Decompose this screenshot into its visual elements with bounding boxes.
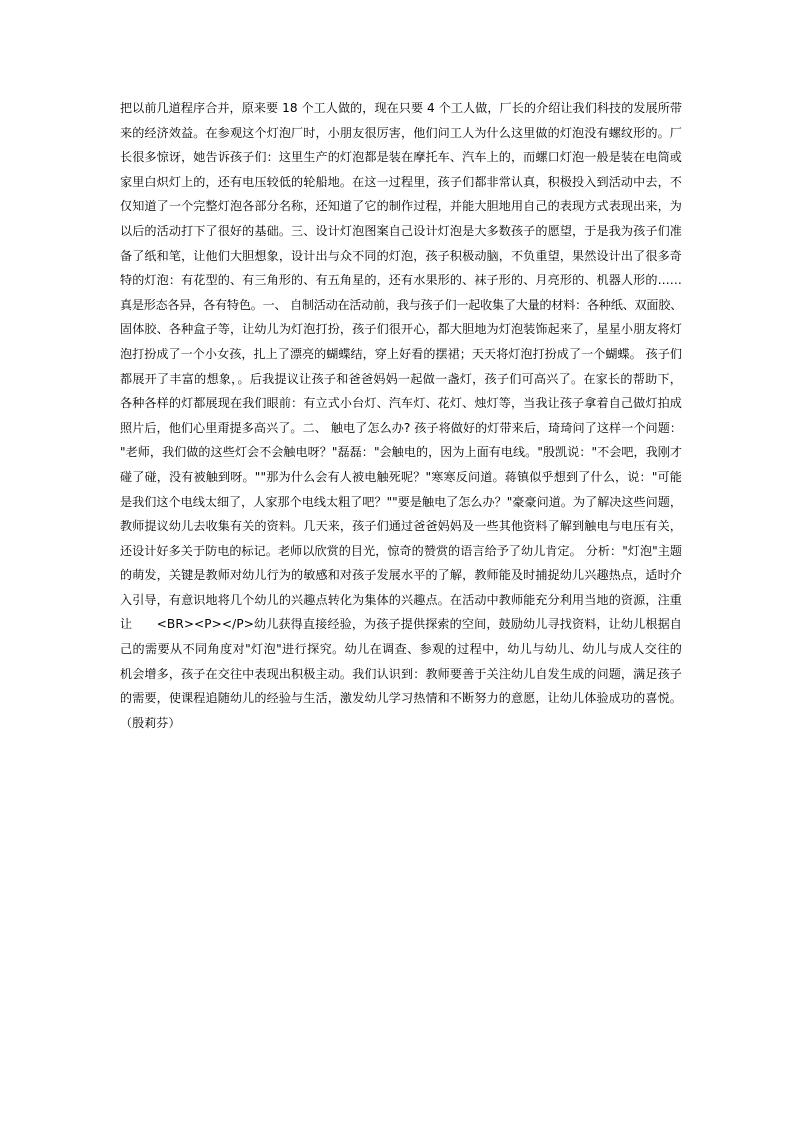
text-line: 真是形态各异，各有特色。一、 自制活动在活动前，我与孩子们一起收集了大量的材料：各种纸、双面胶、: [120, 297, 682, 312]
text-line: 的萌发，关键是教师对幼儿行为的敏感和对孩子发展水平的了解，教师能及时捕捉幼儿兴趣热点，适时介: [120, 568, 682, 583]
text-line: 仅知道了一个完整灯泡各部分名称，还知道了它的制作过程，并能大胆地用自己的表现方式表现出来，为: [120, 199, 682, 214]
text-line: 碰了碰，没有被触到呀。""那为什么会有人被电触死呢？"寒寒反问道。蒋镇似乎想到了什么，说："可能: [120, 469, 682, 484]
text-line: 固体胶、各种盒子等，让幼儿为灯泡打扮，孩子们很开心，都大胆地为灯泡装饰起来了，星星小朋友将灯: [120, 322, 682, 337]
text-line: 照片后，他们心里甭提多高兴了。二、 触电了怎么办? 孩子将做好的灯带来后，琦琦问了这样一个问题：: [120, 420, 682, 435]
text-line: 来的经济效益。在参观这个灯泡厂时，小朋友很厉害，他们问工人为什么这里做的灯泡没有螺纹形的。厂: [120, 125, 682, 140]
text-line: 把以前几道程序合并，原来要 18 个工人做的，现在只要 4 个工人做，厂长的介绍让我们科技的发展所带: [120, 101, 682, 115]
text-line: 还设计好多关于防电的标记。老师以欣赏的目光，惊奇的赞赏的语言给予了幼儿肯定。 分析："灯泡"主题: [120, 543, 682, 558]
main-paragraph: [120, 96, 682, 711]
document-body: [120, 96, 682, 735]
author-signature: （殷莉芬）: [120, 715, 181, 730]
text-line: 特的灯泡：有花型的、有三角形的、有五角星的，还有水果形的、袜子形的、月亮形的、机器人形的……: [120, 273, 682, 288]
text-line: 己的需要从不同角度对"灯泡"进行探究。幼儿在调查、参观的过程中，幼儿与幼儿、幼儿与成人交往的: [120, 642, 682, 657]
text-line: 各种各样的灯都展现在我们眼前：有立式小台灯、汽车灯、花灯、烛灯等，当我让孩子拿着自己做灯拍成: [120, 396, 682, 411]
text-line: 的需要，使课程追随幼儿的经验与生活，激发幼儿学习热情和不断努力的意愿，让幼儿体验成功的喜悦。: [120, 691, 682, 706]
text-line: 备了纸和笔，让他们大胆想象，设计出与众不同的灯泡，孩子积极动脑，不负重望，果然设计出了很多奇: [120, 248, 682, 263]
text-line: 家里白炽灯上的，还有电压较低的轮船地。在这一过程里，孩子们都非常认真，积极投入到活动中去，不: [120, 174, 682, 189]
text-line: 是我们这个电线太细了，人家那个电线太粗了吧？""要是触电了怎么办？"豪豪问道。为了解决这些问题，: [120, 494, 682, 509]
text-line: 以后的活动打下了很好的基础。三、设计灯泡图案自己设计灯泡是大多数孩子的愿望，于是我为孩子们准: [120, 223, 682, 238]
text-line: 泡打扮成了一个小女孩，扎上了漂亮的蝴蝶结，穿上好看的摆裙；天天将灯泡打扮成了一个蝴蝶。 孩子们: [120, 346, 682, 361]
text-line: 长很多惊讶，她告诉孩子们：这里生产的灯泡都是装在摩托车、汽车上的，而螺口灯泡一般是装在电筒或: [120, 150, 682, 165]
text-line: 机会增多，孩子在交往中表现出积极主动。我们认识到：教师要善于关注幼儿自发生成的问题，满足孩子: [120, 666, 682, 681]
text-line: 教师提议幼儿去收集有关的资料。几天来，孩子们通过爸爸妈妈及一些其他资料了解到触电与电压有关，: [120, 519, 682, 534]
text-line: 让 <BR><P></P>幼儿获得直接经验，为孩子提供探索的空间，鼓励幼儿寻找资料，让幼儿根据自: [120, 617, 682, 632]
text-line: "老师，我们做的这些灯会不会触电呀？"磊磊："会触电的，因为上面有电线。"殷凯说："不会吧，我刚才: [120, 445, 682, 460]
text-line: 都展开了丰富的想象，。后我提议让孩子和爸爸妈妈一起做一盏灯，孩子们可高兴了。在家长的帮助下，: [120, 371, 682, 386]
text-line: 入引导，有意识地将几个幼儿的兴趣点转化为集体的兴趣点。在活动中教师能充分利用当地的资源，注重: [120, 592, 682, 607]
